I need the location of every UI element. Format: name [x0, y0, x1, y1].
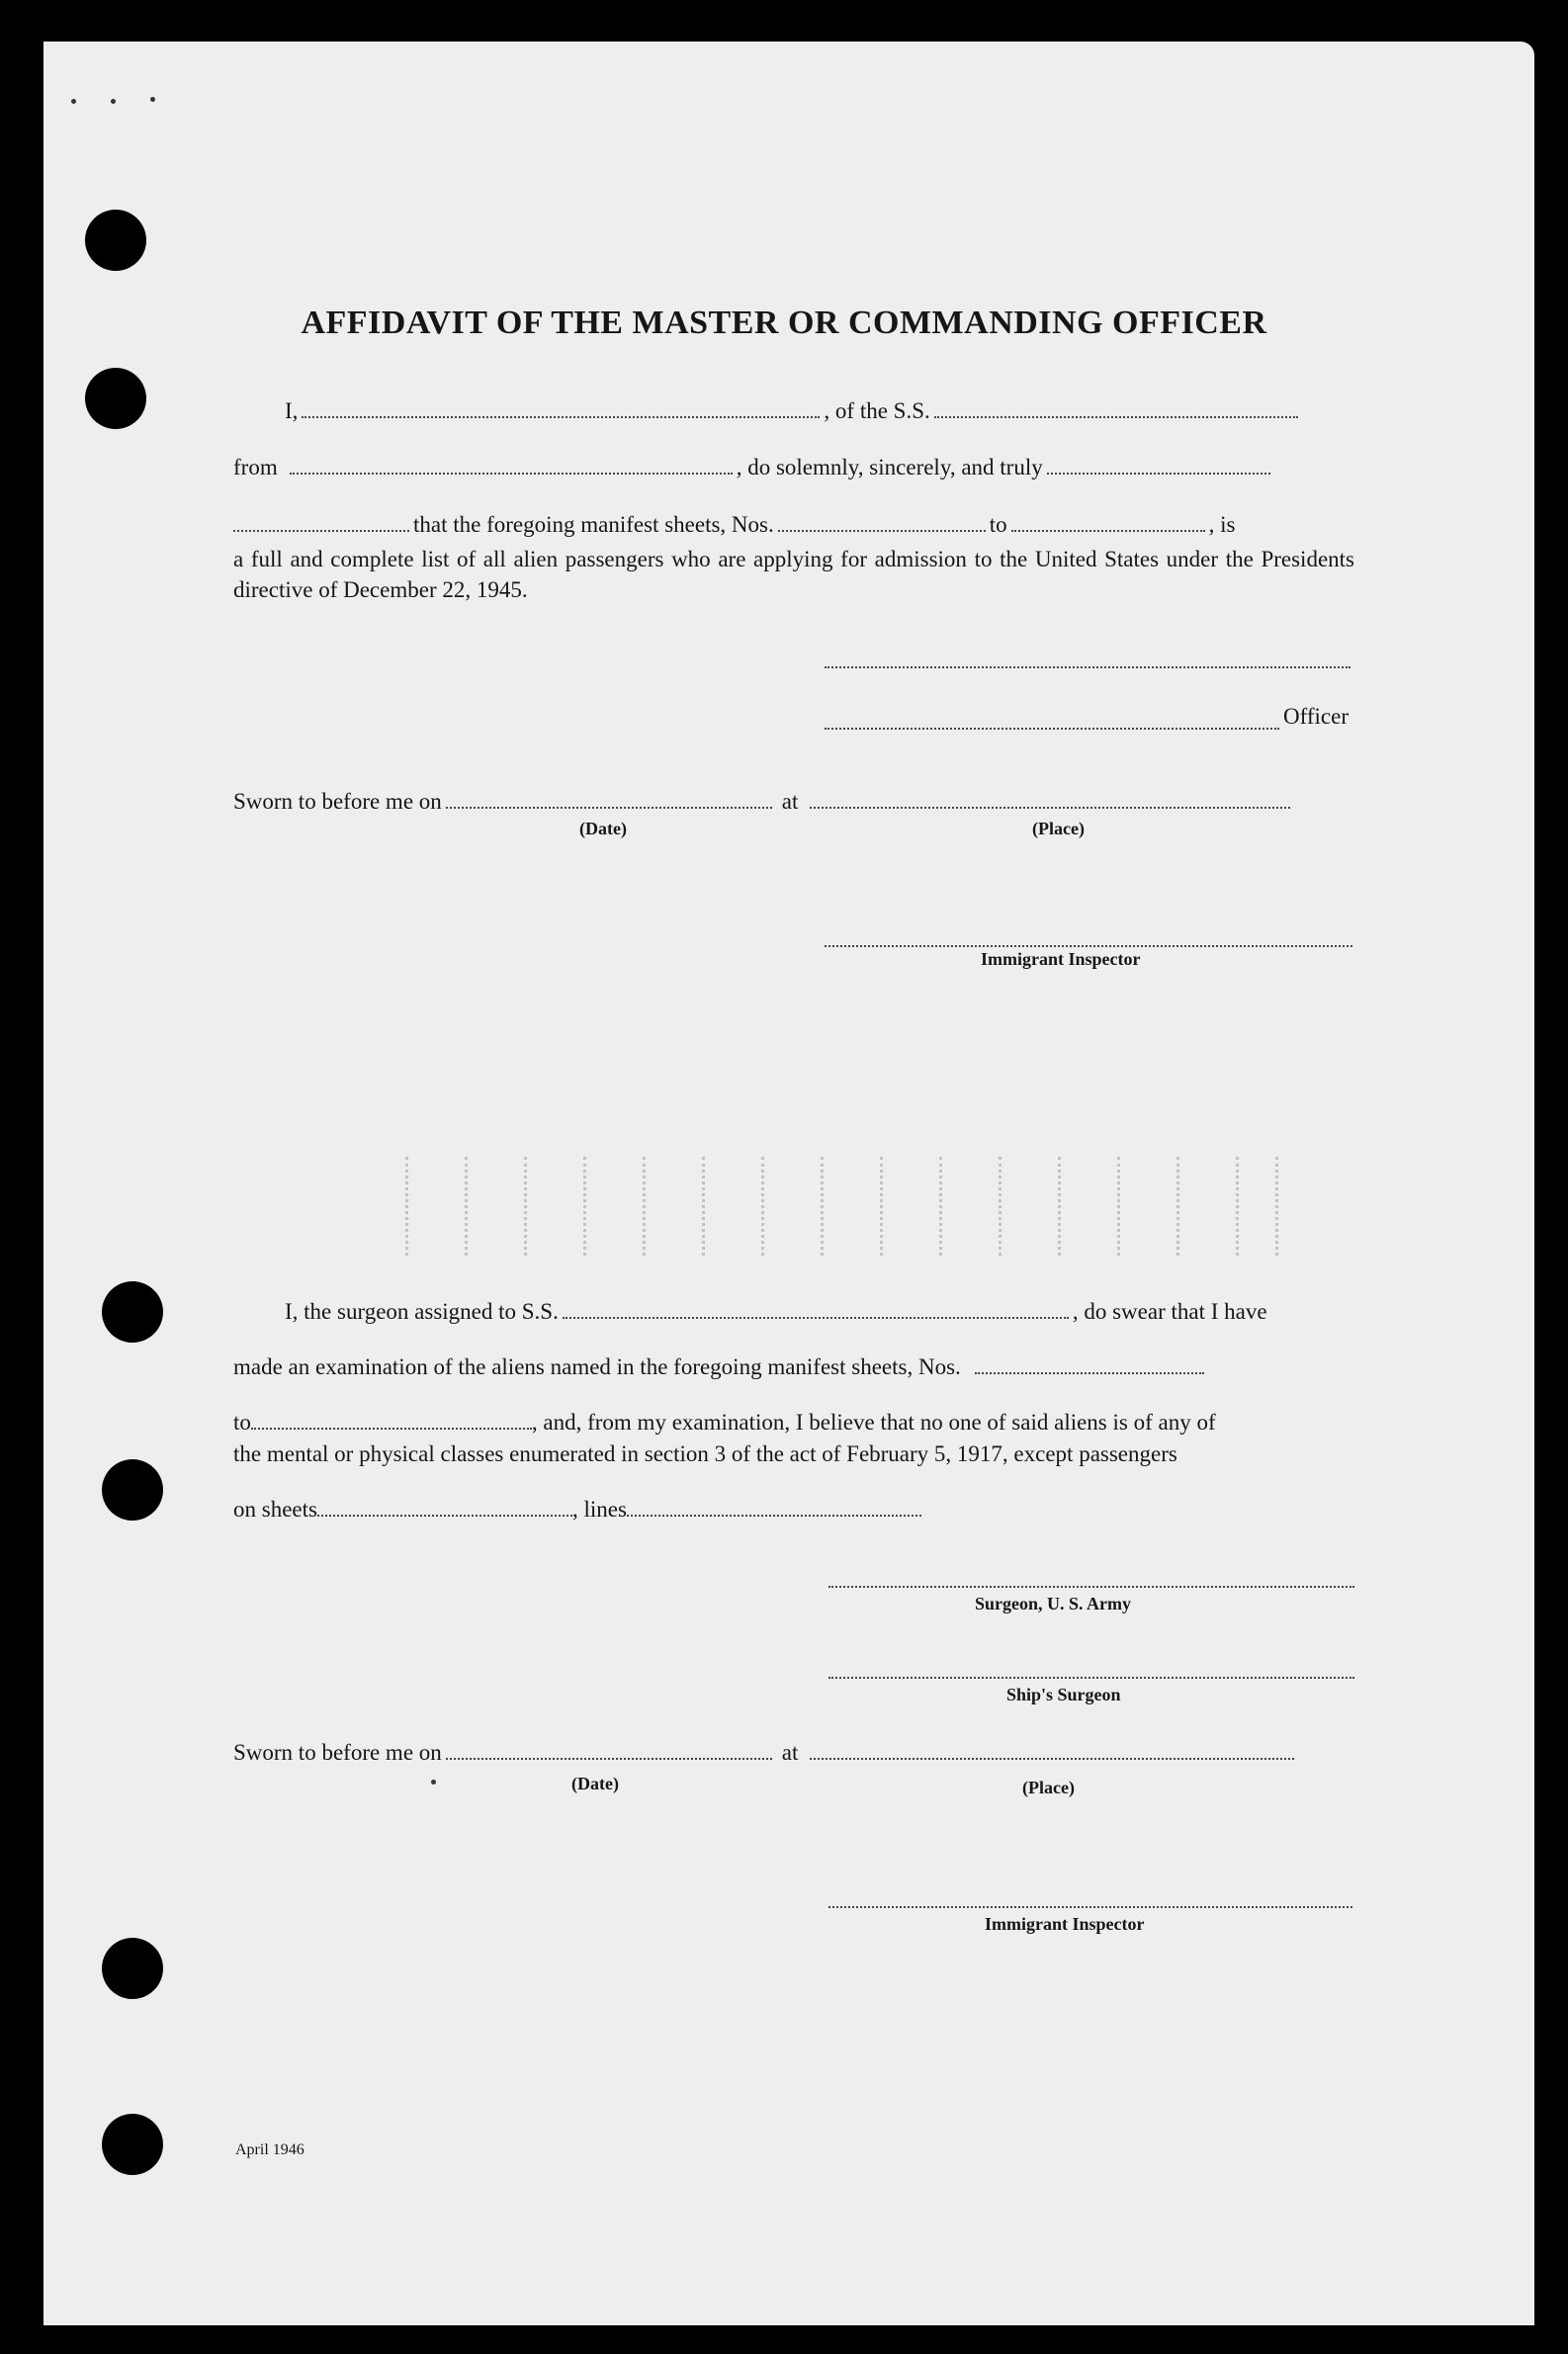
label-i: I,	[285, 398, 299, 423]
sheet-to-field[interactable]	[1011, 527, 1205, 532]
surgeon-line-4: the mental or physical classes enumerated in section 3 of the act of February 5, 1917, except passengers	[233, 1441, 1177, 1466]
form-page	[44, 42, 1534, 2325]
bleed-through-mark	[643, 1157, 646, 1256]
surgeon-line-2	[233, 1354, 1208, 1380]
punch-hole	[102, 2114, 163, 2175]
label-do-swear: , do swear that I have	[1072, 1299, 1267, 1324]
paper-speck	[431, 1780, 436, 1785]
oath-field[interactable]	[1047, 470, 1270, 475]
form-revision-date: April 1946	[235, 2141, 305, 2158]
sworn-date-field[interactable]	[446, 804, 772, 809]
army-surgeon-caption: Surgeon, U. S. Army	[975, 1594, 1132, 1613]
surgeon-line-1	[285, 1299, 1267, 1325]
surgeon-sworn-place-field[interactable]	[810, 1755, 1294, 1760]
sheet-from-field[interactable]	[778, 527, 986, 532]
master-line-1	[285, 398, 1302, 424]
port-from-field[interactable]	[290, 470, 733, 475]
paper-speck	[150, 97, 155, 102]
surgeon-sworn-line	[233, 1740, 1298, 1766]
officer-label: Officer	[1283, 704, 1349, 729]
bleed-through-mark	[821, 1157, 824, 1256]
ship-surgeon-caption: Ship's Surgeon	[1006, 1685, 1121, 1704]
form-title: AFFIDAVIT OF THE MASTER OR COMMANDING OFFICER	[301, 305, 1267, 341]
bleed-through-mark	[880, 1157, 883, 1256]
inspector-signature-line[interactable]	[825, 945, 1352, 947]
ship-name-field[interactable]	[934, 413, 1298, 418]
bleed-through-mark	[761, 1157, 764, 1256]
bleed-through-mark	[405, 1157, 408, 1256]
bleed-through-mark	[1058, 1157, 1061, 1256]
except-lines-field[interactable]	[627, 1512, 921, 1517]
label-surgeon-assigned: I, the surgeon assigned to S.S.	[285, 1299, 559, 1324]
surgeon-inspector-caption: Immigrant Inspector	[985, 1914, 1145, 1934]
bleed-through-mark	[939, 1157, 942, 1256]
master-name-field[interactable]	[302, 413, 820, 418]
punch-hole	[85, 368, 146, 429]
master-line-2	[233, 455, 1274, 480]
label-sworn: Sworn to before me on	[233, 1740, 442, 1765]
label-at: at	[781, 789, 799, 814]
officer-signature-line-1[interactable]	[825, 666, 1350, 668]
master-affidavit-text: a full and complete list of all alien passengers who are applying for admission to the United States under the Presidents directive of December 22, 1945.	[233, 547, 1354, 602]
punch-hole	[102, 1281, 163, 1343]
master-line-3	[233, 512, 1235, 538]
date-caption: (Date)	[571, 1774, 619, 1793]
label-of-ss: , of the S.S.	[824, 398, 930, 423]
label-is: , is	[1208, 512, 1236, 537]
sworn-place-field[interactable]	[810, 804, 1290, 809]
bleed-through-mark	[1176, 1157, 1179, 1256]
except-sheets-field[interactable]	[317, 1512, 572, 1517]
label-manifest-nos: that the foregoing manifest sheets, Nos.	[413, 512, 774, 537]
surgeon-ship-field[interactable]	[563, 1314, 1069, 1319]
surgeon-sheet-from-field[interactable]	[975, 1369, 1204, 1374]
surgeon-sworn-date-field[interactable]	[446, 1755, 772, 1760]
label-at: at	[781, 1740, 799, 1765]
surgeon-sheet-to-field[interactable]	[251, 1425, 532, 1430]
bleed-through-mark	[583, 1157, 586, 1256]
label-solemnly: , do solemnly, sincerely, and truly	[736, 455, 1043, 480]
place-caption: (Place)	[1022, 1778, 1075, 1797]
oath-continuation-field[interactable]	[233, 527, 409, 532]
officer-signature-line-2[interactable]	[825, 728, 1279, 730]
label-sworn: Sworn to before me on	[233, 789, 442, 814]
bleed-through-mark	[465, 1157, 468, 1256]
punch-hole	[85, 210, 146, 271]
surgeon-line-5	[233, 1497, 921, 1523]
bleed-through-mark	[702, 1157, 705, 1256]
label-to: to	[989, 512, 1007, 537]
bleed-through-mark	[524, 1157, 527, 1256]
paper-speck	[111, 99, 116, 104]
surgeon-inspector-signature-line[interactable]	[828, 1906, 1352, 1908]
ship-surgeon-signature-line[interactable]	[828, 1677, 1354, 1679]
punch-hole	[102, 1938, 163, 1999]
punch-hole	[102, 1459, 163, 1521]
surgeon-line-3	[233, 1410, 1216, 1436]
bleed-through-mark	[1236, 1157, 1239, 1256]
date-caption: (Date)	[579, 819, 627, 838]
label-examination-result: , and, from my examination, I believe that no one of said aliens is of any of	[531, 1410, 1216, 1435]
place-caption: (Place)	[1032, 819, 1085, 838]
inspector-caption: Immigrant Inspector	[981, 949, 1141, 969]
label-from: from	[233, 455, 278, 480]
bleed-through-mark	[999, 1157, 1002, 1256]
bleed-through-mark	[1117, 1157, 1120, 1256]
label-to: to	[233, 1410, 251, 1435]
label-examination: made an examination of the aliens named in the foregoing manifest sheets, Nos.	[233, 1354, 961, 1379]
label-on-sheets: on sheets	[233, 1497, 317, 1522]
label-lines: , lines	[571, 1497, 627, 1522]
master-sworn-line	[233, 789, 1294, 815]
paper-speck	[71, 99, 76, 104]
army-surgeon-signature-line[interactable]	[828, 1586, 1354, 1588]
bleed-through-mark	[1275, 1157, 1278, 1256]
